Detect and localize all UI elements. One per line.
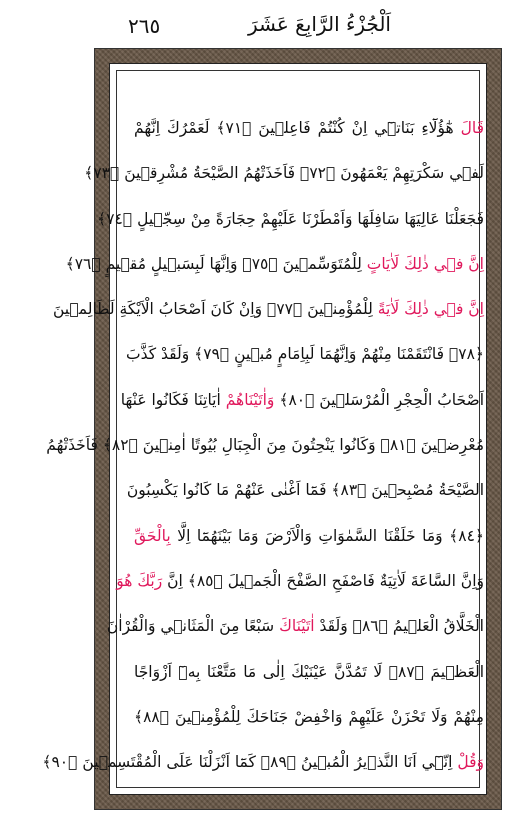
page-header: [0, 0, 518, 48]
highlighted-phrase: رَبَّكَ هُوَ: [116, 571, 163, 590]
verse-line: وَقُلْ اِنّٖٓي اَنَا النَّذٖيرُ الْمُبٖينُ ﴿٨٩﴾ كَمَٓا اَنْزَلْنَا عَلَى الْمُقْتَسِمٖينَ ﴿٩٠﴾: [42, 753, 484, 772]
verse-line: الْخَلَّاقُ الْعَلٖيمُ ﴿٨٦﴾ وَلَقَدْ اٰتَيْنَاكَ سَبْعًا مِنَ الْمَثَانٖي وَالْقُرْاٰنَ: [106, 617, 484, 636]
verse-line: اِنَّ فٖي ذٰلِكَ لَاٰيَاتٍ لِلْمُتَوَسِّمٖينَ ﴿٧٥﴾ وَاِنَّهَا لَبِسَبٖيلٍ مُقٖيمٍ ﴿٧٦﴾: [65, 254, 484, 273]
verse-line: وَاِنَّ السَّاعَةَ لَاٰتِيَةٌ فَاصْفَحِ الصَّفْحَ الْجَمٖيلَ ﴿٨٥﴾ اِنَّ رَبَّكَ هُوَ: [116, 571, 484, 590]
highlighted-phrase: وَاٰتَيْنَاهُمْ: [225, 390, 275, 409]
verse-line: فَجَعَلْنَا عَالِيَهَا سَافِلَهَا وَاَمْطَرْنَا عَلَيْهِمْ حِجَارَةً مِنْ سِجّٖيلٍ ﴿٧٤﴾: [97, 209, 484, 228]
highlighted-phrase: وَقُلْ: [457, 753, 484, 772]
verse-line: ﴿٧٨﴾ فَانْتَقَمْنَا مِنْهُمْ وَاِنَّهُمَا لَبِاِمَامٍ مُبٖينٍ ﴿٧٩﴾ وَلَقَدْ كَذَّبَ: [125, 345, 484, 364]
highlighted-phrase: اِنَّ فٖي ذٰلِكَ لَاٰيَاتٍ: [366, 254, 484, 273]
ornamental-frame: [42, 48, 502, 810]
verse-line: اِنَّ فٖي ذٰلِكَ لَاٰيَةً لِلْمُؤْمِنٖينَ ﴿٧٧﴾ وَاِنْ كَانَ اَصْحَابُ الْاَيْكَةِ لَظَالِمٖينَ: [52, 300, 484, 319]
highlighted-phrase: قَالَ: [460, 119, 484, 137]
verse-line: قَالَ هٰٓؤُلَٓاءِ بَنَاتٖٓي اِنْ كُنْتُمْ فَاعِلٖينَ ﴿٧١﴾ لَعَمْرُكَ اِنَّهُمْ: [134, 119, 484, 137]
verse-line: مِنْهُمْ وَلَا تَحْزَنْ عَلَيْهِمْ وَاخْفِضْ جَنَاحَكَ لِلْمُؤْمِنٖينَ ﴿٨٨﴾: [134, 707, 484, 726]
highlighted-phrase: اٰتَيْنَاكَ: [279, 617, 315, 636]
highlighted-phrase: بِالْحَقِّ: [134, 526, 171, 545]
verse-line: اَصْحَابُ الْحِجْرِ الْمُرْسَلٖينَ ﴿٨٠﴾ وَاٰتَيْنَاهُمْ اٰيَاتِنَا فَكَانُوا عَنْهَا: [120, 390, 484, 409]
verse-line: لَفٖي سَكْرَتِهِمْ يَعْمَهُونَ ﴿٧٢﴾ فَاَخَذَتْهُمُ الصَّيْحَةُ مُشْرِقٖينَ ﴿٧٣﴾: [84, 164, 484, 183]
verse-line: مُعْرِضٖينَ ﴿٨١﴾ وَكَانُوا يَنْحِتُونَ مِنَ الْجِبَالِ بُيُوتًا اٰمِنٖينَ ﴿٨٢﴾ فَاَخَذَتْهُمُ: [46, 436, 484, 455]
text-panel: [42, 63, 487, 795]
verse-line: ﴿٨٤﴾ وَمَا خَلَقْنَا السَّمٰوَاتِ وَالْاَرْضَ وَمَا بَيْنَهُمَٓا اِلَّا بِالْحَقِّ: [134, 526, 484, 545]
verse-text-area: [42, 106, 484, 785]
verse-line: الصَّيْحَةُ مُصْبِحٖينَ ﴿٨٣﴾ فَمَٓا اَغْنٰى عَنْهُمْ مَا كَانُوا يَكْسِبُونَ: [126, 481, 484, 500]
verse-line: الْعَظٖيمَ ﴿٨٧﴾ لَا تَمُدَّنَّ عَيْنَيْكَ اِلٰى مَا مَتَّعْنَا بِهٖٓ اَزْوَاجًا: [134, 662, 484, 681]
juz-title: اَلْجُزْءُ الرَّابِعَ عَشَرَ: [248, 12, 391, 36]
page-number: ٢٦٥: [128, 14, 161, 38]
highlighted-phrase: اِنَّ فٖي ذٰلِكَ لَاٰيَةً: [377, 300, 484, 319]
